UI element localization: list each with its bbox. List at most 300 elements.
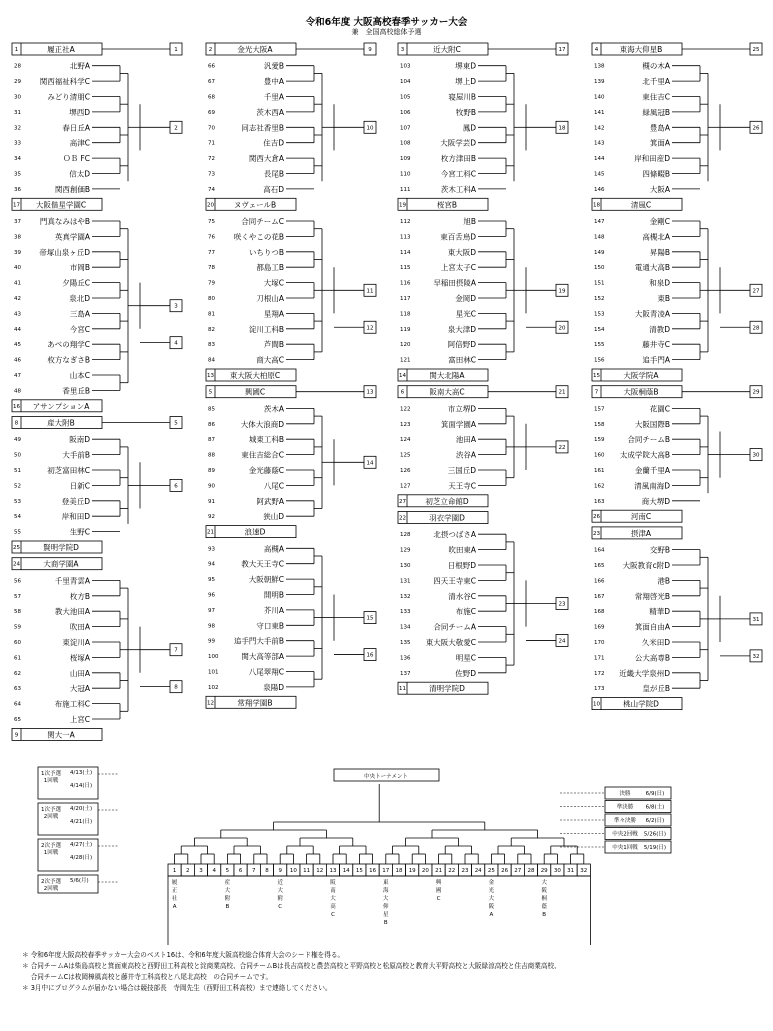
team-number: 169 [594,624,605,631]
team-number: 157 [594,406,605,413]
seed-label-char: C [278,904,283,910]
team-name: 千里A [263,92,284,102]
seed-label-char: 阪 [488,904,495,910]
team-name: 大冠A [69,684,90,694]
slot-number: 11 [366,288,374,295]
team-number: 80 [208,296,215,302]
seed-team: 浪速D [244,527,266,537]
seed-team: 清明学院D [429,684,465,694]
team-name: 東住吉総合C [241,450,284,460]
team-name: 汎愛B [263,61,284,71]
team-number: 49 [14,437,21,444]
seed-number: 3 [400,47,405,53]
team-name: 四條畷B [642,169,670,179]
slot-number: 18 [558,125,566,132]
slot-number: 28 [752,325,760,332]
team-number: 118 [400,311,411,318]
slot-number: 15 [366,615,374,622]
final-slot-number: 10 [289,868,297,874]
seed-number: 2 [208,47,213,53]
team-number: 114 [400,249,411,256]
schedule-date: 6/2(日) [645,818,665,824]
final-slot-number: 15 [355,868,363,874]
seed-number: 9 [14,732,19,739]
team-number: 143 [594,140,605,147]
team-number: 78 [208,265,215,272]
seed-number: 1 [14,47,19,53]
team-name: 商大堺D [641,496,670,506]
team-number: 117 [400,296,411,302]
seed-label-char: B [383,920,388,926]
seed-number: 14 [399,373,406,379]
team-number: 76 [208,234,215,241]
team-number: 32 [14,125,21,132]
team-number: 119 [400,326,411,333]
seed-number: 21 [207,529,214,536]
final-slot-number: 24 [474,868,482,874]
seed-team: アサンプションA [32,401,90,411]
team-name: 市岡B [69,263,90,273]
team-name: 高槻北A [642,232,670,242]
seed-label-char: 南 [330,888,336,894]
team-number: 130 [400,563,411,569]
team-number: 172 [594,670,605,677]
team-name: 千里青雲A [54,576,90,586]
team-name: 商大高C [256,355,284,365]
seed-number: 10 [593,701,600,708]
team-name: 岸和田D [61,512,90,522]
seed-number: 8 [14,420,19,427]
slot-number: 30 [752,452,760,459]
final-slot-number: 25 [487,868,495,874]
slot-number: 23 [558,601,566,608]
seed-label-char: 近 [277,880,283,886]
team-name: 清風南海D [634,481,670,491]
team-name: 常翔啓光B [634,591,670,601]
team-number: 105 [400,94,411,101]
slot-number: 22 [558,444,566,451]
team-name: 大体大浪商D [240,419,284,429]
team-name: 枚方津田B [440,154,476,164]
team-number: 44 [14,326,21,333]
team-number: 53 [14,498,21,505]
team-number: 38 [14,234,21,241]
seed-number: 19 [399,202,406,209]
center-title: 中央トーナメント [364,774,408,780]
seed-number: 26 [593,514,600,521]
final-slot-number: 6 [238,868,243,874]
team-name: 金光藤蔭C [248,466,284,475]
team-number: 55 [14,529,21,536]
team-name: 東百舌鳥D [440,232,476,242]
team-number: 75 [208,219,215,225]
team-name: 開明B [263,590,284,600]
team-name: 今宮工科C [440,169,476,179]
team-name: 豊中A [263,77,284,87]
seed-number: 11 [399,686,406,693]
team-name: 泉北D [69,294,90,303]
team-name: 北千里A [642,77,670,87]
slot-number: 14 [366,460,374,467]
team-number: 68 [208,94,215,101]
team-name: 枚方なぎさB [47,355,90,365]
seed-number: 6 [400,389,405,396]
seed-label-char: 大 [224,888,231,894]
seed-label-char: 國 [435,888,442,894]
team-name: 堺上D [455,77,476,87]
seed-number: 24 [13,561,20,568]
seed-team: 近大附C [433,45,461,54]
schedule-date: 4/14(日) [70,783,93,789]
team-name: 清教D [649,324,670,334]
team-name: 吹田A [69,622,90,632]
team-number: 150 [594,265,605,272]
schedule-round: 2次予選 [41,879,61,885]
seed-label-char: B [542,912,547,918]
schedule-date: 4/27(土) [70,842,93,848]
schedule-date: 6/9(日) [645,791,665,797]
team-number: 149 [594,249,605,256]
team-number: 86 [208,421,215,428]
team-number: 138 [594,63,605,70]
team-name: 富田林C [448,355,476,365]
final-slot-number: 14 [342,868,350,874]
team-name: 金岡D [455,294,476,303]
team-number: 141 [594,109,605,116]
team-number: 39 [14,249,21,256]
seed-number: 25 [13,545,20,551]
seed-number: 20 [207,202,214,209]
team-number: 91 [208,498,215,505]
team-number: 57 [14,593,21,600]
seed-team: 大商学園A [43,559,79,569]
seed-number: 4 [594,47,599,53]
team-name: 大阪学芸D [440,138,476,148]
seed-label-char: 大 [383,896,389,902]
team-number: 103 [400,63,411,70]
team-number: 116 [400,280,411,287]
team-number: 115 [400,265,411,272]
team-number: 155 [594,342,605,349]
team-name: 大阪教育c附D [622,561,670,570]
schedule-round: 中央2回戦 [612,831,638,838]
seed-team: 桃山学院D [623,699,659,709]
team-name: 初芝富田林C [47,466,90,475]
team-name: 昇陽B [649,247,670,257]
slot-number: 21 [558,389,566,396]
final-slot-number: 21 [435,868,443,874]
team-name: 住吉D [263,138,284,148]
final-slot-number: 23 [461,868,469,874]
team-number: 82 [208,326,215,333]
team-name: 布施C [455,607,476,617]
slot-number: 27 [752,288,760,295]
team-name: 咲くやこの花B [233,232,284,242]
team-number: 35 [14,171,21,178]
team-number: 147 [594,219,605,225]
seed-team: 桜宮B [436,200,458,210]
seed-label-char: 附 [224,896,231,902]
team-name: 東B [657,294,670,303]
team-name: 日根野D [447,561,476,570]
team-number: 30 [14,94,21,101]
slot-number: 29 [752,389,760,396]
team-name: 上宮C [69,715,90,724]
slot-number: 24 [558,638,566,645]
final-slot-number: 20 [421,868,429,874]
team-name: 北野A [69,61,90,71]
team-name: 豊島A [649,123,670,133]
team-number: 47 [14,373,21,379]
final-slot-number: 4 [212,868,216,874]
page-subtitle: 兼 全国高校総体予選 [351,28,422,36]
team-number: 145 [594,171,605,178]
team-number: 96 [208,592,215,599]
team-number: 170 [594,640,605,646]
team-name: 阿倍野D [447,340,476,350]
team-number: 42 [14,296,21,302]
team-number: 161 [594,468,605,474]
slot-number: 25 [752,47,760,53]
team-number: 113 [400,234,411,241]
final-slot-number: 2 [186,868,190,874]
final-slot-number: 9 [278,868,282,874]
team-name: 金剛C [649,217,670,226]
team-name: 清水谷C [448,591,476,601]
schedule-date: 5/6(月) [70,878,89,884]
seed-number: 27 [399,498,406,505]
seed-team: 東海大仰星B [619,45,663,54]
team-name: 公大高専B [634,653,670,663]
slot-number: 12 [366,325,374,332]
team-name: 桜塚A [69,653,90,663]
team-name: 八尾C [263,481,284,491]
page-title: 令和6年度 大阪高校春季サッカー大会 [305,17,468,28]
seed-label-char: 阪 [541,888,547,894]
team-name: 同志社香里B [241,123,284,133]
seed-label-char: 大 [541,880,547,886]
team-name: 大阪国際B [634,419,670,429]
team-number: 151 [594,280,605,287]
final-slot-number: 11 [303,868,311,874]
team-number: 33 [14,140,21,147]
team-number: 135 [400,640,411,646]
slot-number: 2 [174,125,178,132]
seed-number: 16 [13,403,20,410]
team-name: 茨木工科A [440,184,476,194]
team-number: 131 [400,578,411,585]
schedule-round: 1回戦 [43,778,59,784]
team-name: 星翔A [263,309,284,319]
schedule-round: 準々決勝 [613,818,637,824]
team-number: 167 [594,593,605,600]
team-name: 岸和田産D [634,154,670,164]
team-number: 89 [208,468,215,474]
team-name: 大阪青凌A [634,309,670,319]
team-name: 門真なみはやB [39,217,90,226]
team-name: 関西創価B [54,184,90,194]
team-number: 100 [208,654,219,661]
team-number: 168 [594,609,605,616]
seed-label-frame [168,876,590,945]
slot-number: 19 [558,288,566,295]
team-name: 佐野D [455,668,476,678]
seed-number: 7 [594,389,599,396]
final-slot-number: 5 [225,868,230,874]
schedule-date: 5/26(日) [643,831,667,838]
team-number: 37 [14,219,21,225]
final-slot-number: 30 [553,868,561,874]
seed-label-char: 履 [171,880,178,886]
team-name: 春日丘A [62,123,90,133]
team-name: 久米田D [641,638,670,647]
team-name: 吹田東A [448,545,476,555]
team-number: 48 [14,388,21,395]
team-number: 164 [594,547,605,554]
footnote: 合同チームCは枚岡樟風高校と藤井寺工科高校と八尾北高校 の合同チームです。 [22,973,273,981]
team-number: 173 [594,686,605,693]
team-number: 28 [14,63,21,70]
seed-team: 産大附B [47,418,75,428]
team-name: 箕面学園A [440,419,476,429]
team-name: 茨木A [263,404,284,414]
team-name: 追手門A [642,355,670,365]
footnote: ＊ 合同チームAは柴島高校と箕面東高校と西野田工科高校と淀商業高校、合同チームBは長吉高校と農芸高校と平野高校と松原高校と教育大平野高校と大阪緑涼高校と住吉商業高校、 [22,962,561,970]
team-name: 合同チームB [627,435,670,445]
team-name: 皇が丘B [642,684,670,694]
team-number: 144 [594,156,605,163]
final-slot-number: 17 [382,868,390,874]
team-number: 54 [14,514,21,521]
team-number: 140 [594,94,605,101]
team-name: 淀川工科B [248,324,284,334]
team-number: 111 [400,186,411,193]
team-number: 52 [14,483,21,490]
seed-label-char: B [225,904,230,910]
final-slot-number: 13 [329,868,337,874]
team-number: 106 [400,109,411,116]
team-number: 129 [400,547,411,554]
team-number: 94 [208,561,215,568]
seed-label-char: 大 [330,896,336,902]
team-number: 162 [594,483,605,490]
team-number: 166 [594,578,605,585]
slot-number: 10 [366,125,374,132]
seed-team: 摂津A [630,528,652,538]
team-number: 45 [14,342,21,349]
team-name: 教大天王寺C [241,559,284,569]
seed-team: 大阪偕星学園C [35,200,87,210]
seed-team: 金光大阪A [237,45,273,54]
team-number: 29 [14,79,21,86]
team-name: 渋谷A [455,450,476,460]
seed-team: 履正社A [47,45,75,54]
seed-label-char: 産 [224,880,231,886]
final-slot-number: 8 [265,868,269,874]
team-number: 84 [208,357,215,364]
team-name: 四天王寺東C [433,576,476,586]
team-name: ＯＢ FC [63,154,90,164]
team-name: 大阪朝鮮C [248,575,284,585]
slot-number: 16 [366,652,374,659]
team-name: 山田A [69,668,90,678]
team-number: 126 [400,468,411,474]
seed-label-char: 大 [277,888,283,894]
team-number: 77 [208,249,215,256]
slot-number: 7 [174,647,178,654]
team-name: 八尾翠翔C [248,667,284,677]
team-name: 電通大高B [634,263,670,273]
team-number: 165 [594,563,605,569]
team-number: 60 [14,640,21,646]
team-number: 153 [594,311,605,318]
seed-label-char: 金 [488,880,495,886]
team-number: 79 [208,280,215,287]
seed-number: 12 [207,700,214,707]
team-number: 90 [208,483,215,490]
team-number: 36 [14,186,21,193]
team-number: 156 [594,357,605,364]
schedule-date: 4/21(日) [70,819,93,825]
team-name: 芦間B [263,340,284,350]
slot-number: 5 [174,420,178,427]
team-name: 生野C [69,527,90,537]
team-name: 合同チームA [433,622,476,632]
seed-team: 清風C [630,200,652,210]
seed-team: 興國C [244,387,266,397]
slot-number: 32 [752,653,760,660]
seed-label-char: C [436,896,441,902]
team-number: 112 [400,219,411,225]
team-number: 58 [14,609,21,616]
team-number: 128 [400,532,411,539]
team-number: 159 [594,437,605,444]
seed-team: 関大一A [47,730,75,740]
team-name: 茨木西A [256,107,284,117]
team-name: 藤井寺C [642,340,670,350]
team-number: 56 [14,578,21,585]
team-number: 137 [400,670,411,677]
seed-label-char: 大 [488,896,495,902]
team-name: 箕面A [649,138,670,148]
team-number: 51 [14,468,21,474]
seed-team: 初芝立命館D [425,496,469,506]
team-number: 95 [208,577,215,584]
team-number: 59 [14,624,21,631]
team-name: 泉大津D [447,324,476,334]
team-name: 大阪A [649,184,670,194]
team-number: 43 [14,311,21,318]
team-name: 帝塚山泉ヶ丘D [39,247,90,257]
team-name: 北摂つばさA [433,530,476,540]
team-number: 69 [208,109,215,116]
team-number: 41 [14,280,21,287]
team-name: 早稲田摂陵A [433,278,476,288]
team-name: 星光C [455,309,476,319]
schedule-date: 6/8(土) [645,804,665,811]
team-number: 134 [400,624,411,631]
team-number: 121 [400,357,411,364]
team-name: 阪南D [69,435,90,445]
team-name: 登美丘D [61,496,90,506]
schedule-date: 4/28(日) [70,855,93,861]
team-number: 40 [14,265,21,272]
team-name: 守口東B [256,621,284,631]
team-name: 三島A [69,309,90,319]
team-name: 天王寺C [448,481,476,491]
team-name: 旭B [463,217,476,226]
team-number: 104 [400,79,411,86]
